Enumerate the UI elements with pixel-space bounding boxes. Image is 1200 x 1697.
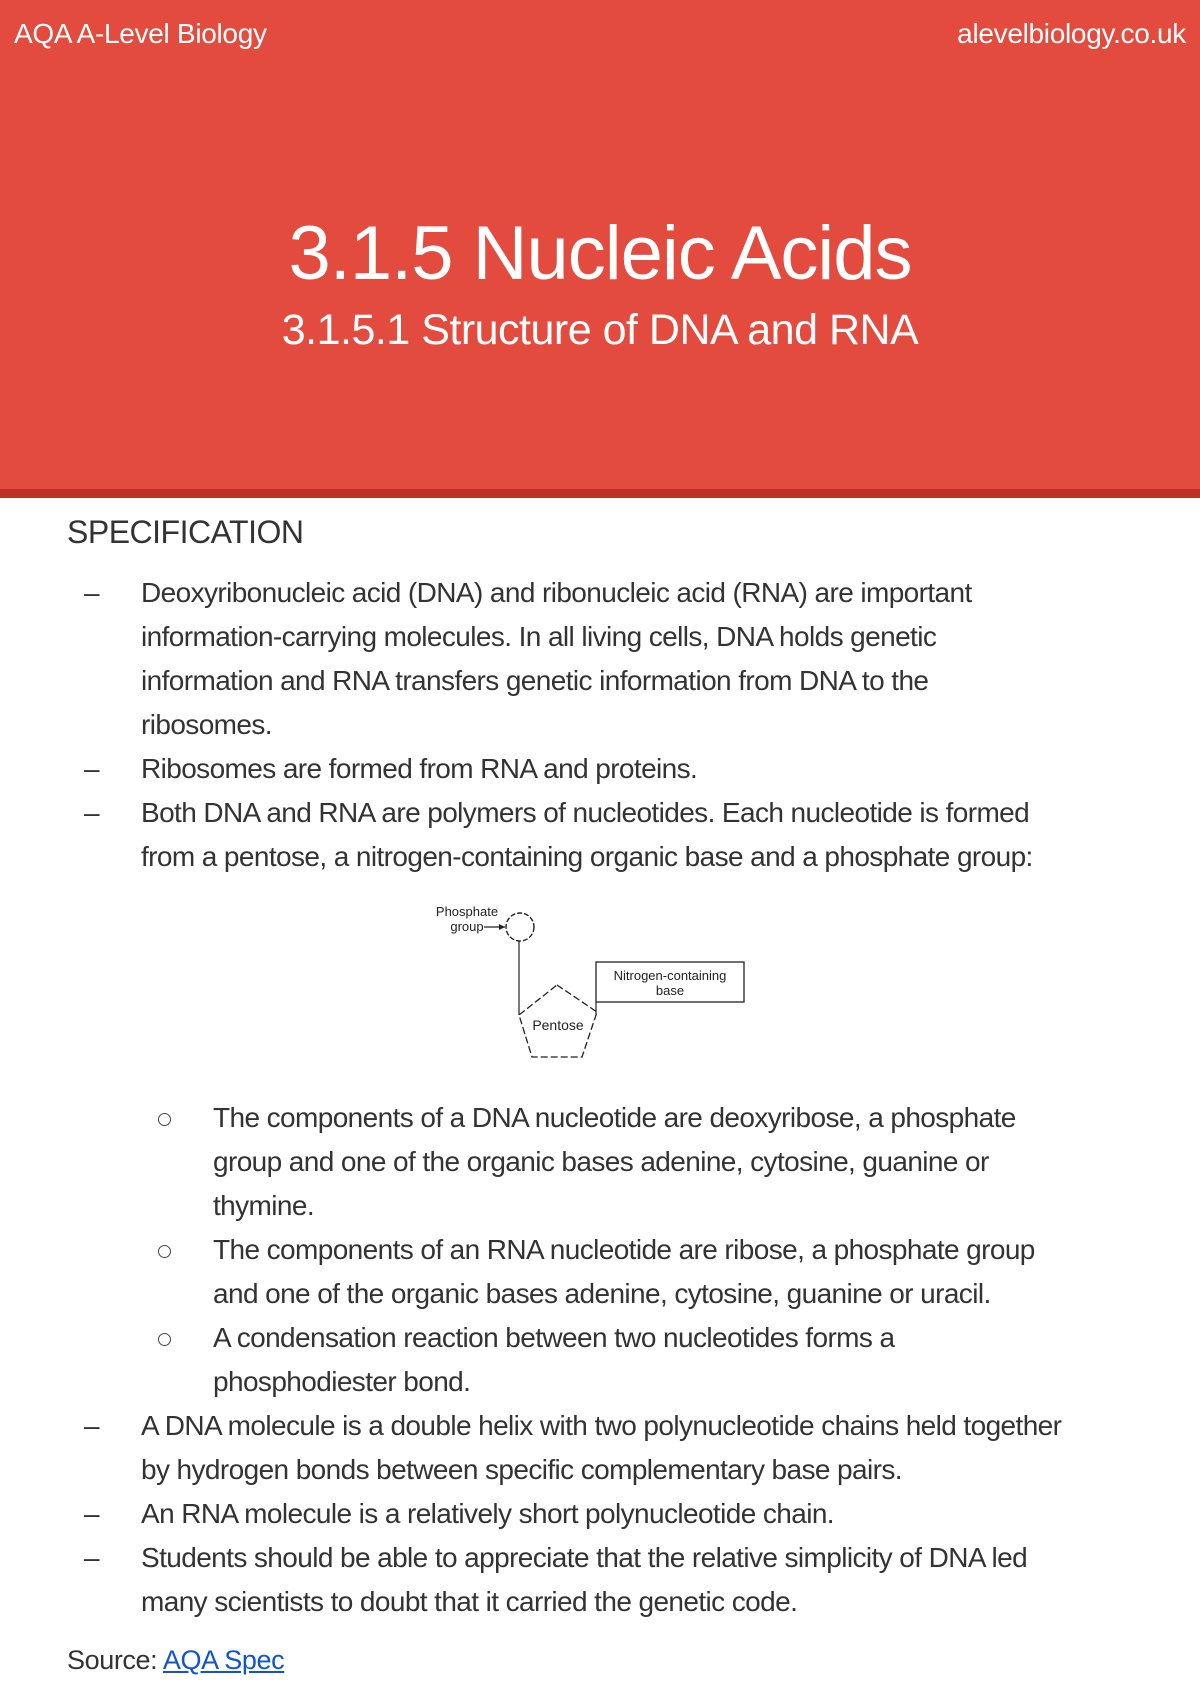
- header-banner-edge: [0, 489, 1200, 498]
- text-line: Students should be able to appreciate that the relative simplicity of DNA led: [141, 1542, 1028, 1573]
- arrow-head-icon: [499, 924, 505, 930]
- bullet-dash: –: [84, 1410, 100, 1441]
- section-heading: SPECIFICATION: [67, 514, 304, 550]
- page-subtitle: 3.1.5.1 Structure of DNA and RNA: [281, 306, 919, 354]
- pentose-label: Pentose: [532, 1017, 584, 1033]
- base-label: Nitrogen-containing: [613, 968, 727, 983]
- bullet-item: [141, 571, 1161, 747]
- text-line: many scientists to doubt that it carried the genetic code.: [141, 1586, 798, 1617]
- text-line: Both DNA and RNA are polymers of nucleotides. Each nucleotide is formed: [141, 797, 1030, 828]
- text-line: information and RNA transfers genetic information from DNA to the: [141, 665, 929, 696]
- course-name: AQA A-Level Biology: [14, 18, 267, 49]
- hollow-bullet-icon: [158, 1113, 171, 1126]
- text-line: The components of a DNA nucleotide are deoxyribose, a phosphate: [213, 1102, 1016, 1133]
- bullet-dash: –: [84, 1498, 100, 1529]
- bullet-item: [141, 1492, 1161, 1536]
- text-line: ribosomes.: [141, 709, 272, 740]
- sub-bullet-item: [213, 1228, 1163, 1316]
- bullet-dash: –: [84, 577, 100, 608]
- sub-bullet-item: [213, 1096, 1163, 1228]
- text-line: thymine.: [213, 1190, 315, 1221]
- text-line: Deoxyribonucleic acid (DNA) and ribonucleic acid (RNA) are important: [141, 577, 972, 608]
- bullet-item: [141, 747, 1161, 791]
- source-label: Source:: [67, 1645, 163, 1675]
- text-line: An RNA molecule is a relatively short polynucleotide chain.: [141, 1498, 834, 1529]
- website-name: alevelbiology.co.uk: [957, 18, 1186, 49]
- sub-bullet-item: [213, 1316, 1163, 1404]
- base-label: base: [655, 983, 685, 998]
- phosphate-label: Phosphate: [435, 904, 499, 919]
- bullet-dash: –: [84, 753, 100, 784]
- text-line: by hydrogen bonds between specific complementary base pairs.: [141, 1454, 902, 1485]
- phosphate-label: group: [450, 919, 484, 934]
- hollow-bullet-icon: [158, 1245, 171, 1258]
- page-title: 3.1.5 Nucleic Acids: [288, 211, 912, 296]
- bullet-dash: –: [84, 797, 100, 828]
- text-line: A condensation reaction between two nucleotides forms a: [213, 1322, 895, 1353]
- source-link[interactable]: AQA Spec: [162, 1645, 285, 1675]
- text-line: Ribosomes are formed from RNA and proteins.: [141, 753, 698, 784]
- nucleotide-diagram: [427, 900, 767, 1065]
- bullet-dash: –: [84, 1542, 100, 1573]
- text-line: The components of an RNA nucleotide are ribose, a phosphate group: [213, 1234, 1035, 1265]
- text-line: and one of the organic bases adenine, cytosine, guanine or uracil.: [213, 1278, 991, 1309]
- bullet-item: [141, 1404, 1161, 1492]
- bullet-item: [141, 1536, 1161, 1624]
- bullet-item: [141, 791, 1161, 879]
- source-line: [67, 1645, 284, 1676]
- text-line: phosphodiester bond.: [213, 1366, 471, 1397]
- text-line: information-carrying molecules. In all living cells, DNA holds genetic: [141, 621, 937, 652]
- text-line: from a pentose, a nitrogen-containing organic base and a phosphate group:: [141, 841, 1033, 872]
- hollow-bullet-icon: [158, 1333, 171, 1346]
- text-line: A DNA molecule is a double helix with two polynucleotide chains held together: [141, 1410, 1062, 1441]
- text-line: group and one of the organic bases adenine, cytosine, guanine or: [213, 1146, 989, 1177]
- phosphate-circle: [506, 913, 534, 941]
